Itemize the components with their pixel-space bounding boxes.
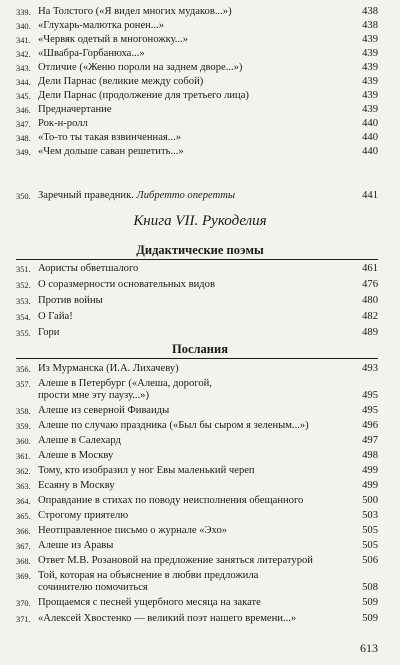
entry-title: Ответ М.В. Розановой на предложение заняться литературой [38, 555, 313, 566]
entry-title: Той, которая на объяснение в любви предложила сочинителю помочиться [38, 570, 259, 593]
section-divider [16, 259, 378, 260]
entry-number: 367. [16, 542, 31, 551]
entry-title: Алеше в Петербург («Алеша, дорогой, прости мне эту паузу...») [38, 378, 212, 401]
toc-entry [16, 378, 378, 402]
entry-number: 356. [16, 365, 31, 374]
entry-title: Алеше в Москву [38, 450, 114, 461]
toc-entry [16, 311, 378, 324]
section-title-epistles: Послания [172, 342, 228, 356]
entry-title [36, 190, 358, 202]
toc-entry [16, 146, 378, 159]
entry-page: 440 [362, 146, 378, 157]
entry-number: 344. [16, 78, 31, 87]
toc-entry [16, 613, 378, 626]
entry-number: 364. [16, 497, 31, 506]
entry-page: 509 [362, 613, 378, 624]
toc-entry [16, 62, 378, 75]
toc-entry [16, 118, 378, 131]
entry-number: 346. [16, 106, 31, 115]
entry-number: 349. [16, 148, 31, 157]
entry-page: 495 [362, 390, 378, 401]
entry-title: Дели Парнас (продолжение для третьего лица) [38, 90, 249, 101]
entry-page: 506 [362, 555, 378, 566]
toc-entry [16, 132, 378, 145]
entry-page: 439 [362, 90, 378, 101]
entry-number: 361. [16, 452, 31, 461]
toc-entry [16, 104, 378, 117]
entry-title-main: Заречный праведник. [38, 190, 134, 201]
toc-entry [16, 295, 378, 308]
toc-entry [16, 555, 378, 568]
entry-title: Аористы обветшалого [38, 263, 139, 274]
entry-number: 341. [16, 36, 31, 45]
entry-page: 509 [362, 597, 378, 608]
entry-page: 480 [362, 295, 378, 306]
toc-entry [16, 495, 378, 508]
toc-entry [16, 465, 378, 478]
entry-number: 353. [16, 297, 31, 306]
entry-page: 505 [362, 525, 378, 536]
entry-number: 360. [16, 437, 31, 446]
entry-page: 500 [362, 495, 378, 506]
entry-page: 476 [362, 279, 378, 290]
entry-page: 440 [362, 132, 378, 143]
toc-entry [16, 279, 378, 292]
entry-title: О соразмерности основательных видов [38, 279, 215, 290]
entry-title: Строгому приятелю [38, 510, 129, 521]
entry-page: 499 [362, 465, 378, 476]
toc-entry [16, 20, 378, 33]
entry-title-italic: Либретто оперетты [136, 190, 236, 201]
entry-title: «Чем дольше саван решетить...» [38, 146, 184, 157]
entry-page: 496 [362, 420, 378, 431]
entry-title: Тому, кто изобразил у ног Евы маленький череп [38, 465, 255, 476]
entry-number: 368. [16, 557, 31, 566]
entry-number: 352. [16, 281, 31, 290]
entry-title: Алеше из Аравы [38, 540, 114, 551]
entry-page: 508 [362, 582, 378, 593]
page-number: 613 [360, 641, 378, 655]
entry-number: 358. [16, 407, 31, 416]
toc-entry [16, 525, 378, 538]
entry-title: «Швабра-Горбанюха...» [38, 48, 145, 59]
entry-page: 495 [362, 405, 378, 416]
toc-entry [16, 510, 378, 523]
entry-page: 505 [362, 540, 378, 551]
entry-page: 482 [362, 311, 378, 322]
toc-entry [16, 34, 378, 47]
toc-entry [16, 570, 378, 594]
toc-entry [16, 48, 378, 61]
toc-entry [16, 190, 378, 203]
entry-number: 362. [16, 467, 31, 476]
entry-number: 355. [16, 329, 31, 338]
section-title-didactic: Дидактические поэмы [136, 243, 264, 257]
entry-title: Отличие («Женю пороли на заднем дворе...») [38, 62, 243, 73]
entry-page: 439 [362, 62, 378, 73]
entry-title: Предначертание [38, 104, 112, 115]
toc-entry [16, 76, 378, 89]
entry-title: Дели Парнас (великие между собой) [38, 76, 204, 87]
entry-page: 498 [362, 450, 378, 461]
entry-title: Алеше из северной Фиваиды [38, 405, 170, 416]
toc-entry [16, 540, 378, 553]
entry-title: Из Мурманска (И.А. Лихачеву) [38, 363, 179, 374]
entry-page: 440 [362, 118, 378, 129]
entry-number: 366. [16, 527, 31, 536]
entry-number: 370. [16, 599, 31, 608]
section-divider [16, 358, 378, 359]
entry-number: 343. [16, 64, 31, 73]
entry-page: 493 [362, 363, 378, 374]
toc-entry [16, 363, 378, 376]
entry-number: 351. [16, 265, 31, 274]
entry-number: 340. [16, 22, 31, 31]
entry-title: Неотправленное письмо о журнале «Эхо» [38, 525, 228, 536]
entry-number: 371. [16, 615, 31, 624]
toc-entry [16, 405, 378, 418]
entry-title: Оправдание в стихах по поводу неисполнения обещанного [38, 495, 304, 506]
toc-entry [16, 6, 378, 19]
toc-entry [16, 420, 378, 433]
entry-number: 354. [16, 313, 31, 322]
entry-page: 438 [362, 6, 378, 17]
book-title: Книга VII. Рукоделия [133, 213, 267, 229]
entry-number: 347. [16, 120, 31, 129]
entry-title: Алеше в Салехард [38, 435, 121, 446]
entry-title: «Червяк одетый в многоножку...» [38, 34, 189, 45]
entry-number: 363. [16, 482, 31, 491]
entry-page: 461 [362, 263, 378, 274]
entry-page: 503 [362, 510, 378, 521]
entry-number: 342. [16, 50, 31, 59]
toc-entry [16, 450, 378, 463]
toc-entry [16, 480, 378, 493]
entry-page: 438 [362, 20, 378, 31]
toc-entry [16, 597, 378, 610]
entry-number: 359. [16, 422, 31, 431]
entry-number: 365. [16, 512, 31, 521]
entry-title: «Алексей Хвостенко — великий поэт нашего времени...» [38, 613, 297, 624]
entry-page: 497 [362, 435, 378, 446]
entry-title: Алеше по случаю праздника («Был бы сыром я зеленым...») [38, 420, 309, 431]
toc-entry [16, 327, 378, 340]
entry-page: 439 [362, 104, 378, 115]
entry-page: 441 [362, 190, 378, 201]
entry-number: 348. [16, 134, 31, 143]
entry-title: «Глухарь-малютка ронен...» [38, 20, 165, 31]
entry-title: Прощаемся с песней ущербного месяца на закате [38, 597, 261, 608]
entry-title: На Толстого («Я видел многих мудаков...») [38, 6, 232, 17]
toc-entry [16, 263, 378, 276]
entry-title: Гори [38, 327, 60, 338]
toc-entry [16, 90, 378, 103]
entry-title: Есаяну в Москву [38, 480, 115, 491]
entry-page: 439 [362, 48, 378, 59]
toc-entry [16, 435, 378, 448]
entry-title: «То-то ты такая взвинченная...» [38, 132, 182, 143]
entry-number: 339. [16, 8, 31, 17]
entry-page: 439 [362, 76, 378, 87]
entry-title: Рок-н-ролл [38, 118, 88, 129]
entry-number: 369. [16, 572, 31, 581]
entry-page: 439 [362, 34, 378, 45]
entry-title: О Гайа! [38, 311, 73, 322]
entry-number: 350. [16, 192, 31, 201]
entry-title: Против войны [38, 295, 103, 306]
entry-number: 357. [16, 380, 31, 389]
entry-page: 499 [362, 480, 378, 491]
entry-page: 489 [362, 327, 378, 338]
entry-number: 345. [16, 92, 31, 101]
